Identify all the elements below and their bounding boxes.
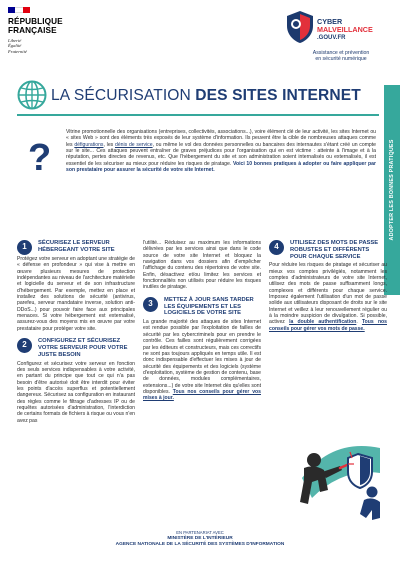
section-1-title: SÉCURISEZ LE SERVEUR HÉBERGEANT VOTRE SITE — [38, 240, 115, 253]
section-4-body: Pour réduire les risques de piratage et sécuriser au mieux vos comptes privilégiés, notamment les comptes d'administrateurs de votre site Internet, utilisez des mots de passe suffisamment longs, complexes et différents pour chaque service. Imposez également l'utilisation d'un mot de passe solide aux utilisateurs disposant de droits sur le site Internet et veillez à leur renouvellement régulier ou à la moindre suspicion de divulgation. Si possible, activez — [269, 262, 387, 326]
hacker-vs-shield-illustration — [292, 418, 384, 524]
cybermalveillance-name — [317, 18, 373, 42]
link-denis-de-service[interactable]: dénis de service — [115, 141, 153, 148]
section-2-header — [17, 338, 135, 358]
french-flag-icon — [8, 7, 30, 13]
column-2 — [143, 240, 261, 404]
section-3-header — [143, 297, 261, 317]
section-2-text-part1: Configurez et sécurisez votre serveur en fonction des seuls services indispensables à votre activité, en partant du principe que tout ce qui n'a pas besoin d'être autorisé doit être interdit pour éviter les points d'accès superflus et potentiellement dangereux. Sécurisez sa configuration en instaurant des règles comme le filtrage d'adresses IP ou de requêtes autorisées d'administration, l'interdiction de certains formats de fichiers à risque ou vous n'en avez pas — [17, 360, 135, 424]
cm-tagline-line1: Assistance et prévention — [312, 50, 370, 56]
section-3-body: La grande majorité des attaques de sites Internet est rendue possible par l'exploitation de failles de sécurité par les cybercriminels pour en prendre le contrôle. Ces failles sont régulièrement corrigées par les éditeurs et constructeurs, mais ces correctifs ne sont pas toujours appliqués en temps utile. Il est donc indispensable d'effectuer les mises à jour de sécurité des équipements et des logiciels (système d'exploitation, système de gestion de contenu, base de données, modules complémentaires, extensions...) de votre site Internet dès qu'elles sont disponibles. — [143, 319, 261, 395]
intro-text-1: Vitrine promotionnelle des organisations (entreprises, collectivités, associations...), voire élément clé de leur activité, les sites Internet ou « sites Web » sont des éléments très exposés de leur système d'information. Ils peuvent être la cible de nombreuses attaques comme les — [66, 129, 376, 148]
section-4-header — [269, 240, 387, 260]
rf-title — [8, 17, 78, 35]
cybermalveillance-tagline — [285, 50, 397, 62]
page-footer — [0, 530, 400, 548]
question-mark-icon: ? — [28, 137, 52, 179]
column-1 — [17, 240, 135, 426]
side-band-label: ADOPTER LES BONNES PRATIQUES — [389, 139, 395, 241]
title-divider — [17, 114, 379, 116]
cm-name-line1: CYBER — [317, 17, 343, 26]
section-4-title: UTILISEZ DES MOTS DE PASSE ROBUSTES ET DIFFÉRENTS POUR CHAQUE SERVICE — [290, 240, 379, 260]
rf-title-line1: RÉPUBLIQUE — [8, 17, 63, 26]
section-3-title: METTEZ À JOUR SANS TARDER LES ÉQUIPEMENTS ET LES LOGICIELS DE VOTRE SITE — [164, 296, 254, 317]
section-3-text — [143, 319, 261, 401]
republique-francaise-logo — [8, 7, 78, 54]
cybermalveillance-logo — [285, 8, 397, 66]
page-title-bold: DES SITES INTERNET — [195, 87, 361, 104]
section-2-number: 2 — [17, 338, 32, 353]
footer-ministere: MINISTÈRE DE L'INTÉRIEUR — [167, 536, 233, 541]
rf-motto-liberte: Liberté — [8, 38, 22, 43]
section-1-header — [17, 240, 135, 254]
section-2-title: CONFIGUREZ ET SÉCURISEZ VOTRE SERVEUR POUR VOTRE JUSTE BESOIN — [38, 338, 128, 358]
intro-text-3: , ou même le vol des données personnelles ou bancaires des internautes s'étant créé un compte sur le site... Ces attaques peuvent entraîner de graves préjudices pour l'organisation qui en est victime : atteinte à l'image et à la réputation, pertes directes de revenus, etc. Que l'hébergement du site et son administration soient internalisés ou externalisés, il est essentiel de les sécuriser au mieux pour réduire les risques de piratage. — [66, 141, 377, 167]
intro-bold-text: Voici 10 bonnes pratiques à adopter ou faire appliquer par son prestataire pour assurer la sécurité de votre site Internet. — [66, 160, 376, 174]
section-4-text — [269, 262, 387, 332]
page-header — [0, 0, 400, 68]
cm-tagline-line2: en sécurité numérique — [315, 56, 367, 62]
link-mots-de-passe[interactable]: Tous nos conseils pour gérer vos mots de passe. — [269, 319, 387, 332]
section-4-number: 4 — [269, 240, 284, 255]
cybermalveillance-shield-icon — [285, 10, 315, 44]
cm-name-line3: .GOUV.FR — [317, 35, 346, 41]
intro-text-2: , les — [103, 141, 115, 148]
section-1-number: 1 — [17, 240, 32, 255]
link-mises-a-jour[interactable]: Tous nos conseils pour gérer vos mises à jour. — [143, 388, 261, 402]
cm-name-line2: MALVEILLANCE — [317, 25, 373, 34]
globe-icon — [17, 80, 47, 110]
link-defigurations[interactable]: défigurations — [74, 141, 104, 148]
column-3 — [269, 240, 387, 334]
section-3-number: 3 — [143, 297, 158, 312]
footer-anssi: AGENCE NATIONALE DE LA SÉCURITÉ DES SYSTÈMES D'INFORMATION — [115, 542, 285, 547]
link-double-authentification[interactable]: la double authentification — [289, 319, 357, 326]
footer-partner-label: EN PARTENARIAT AVEC — [176, 530, 224, 535]
page-title — [51, 87, 361, 105]
section-4-separator: . — [356, 319, 362, 326]
rf-title-line2: FRANÇAISE — [8, 26, 57, 35]
section-2-text-part2: l'utilité... Réduisez au maximum les informations délivrées par les services ainsi que dans le code source de votre site Internet et bloquez la navigation dans vos dossiers afin d'empêcher l'affichage du contenu des répertoires de votre site. Enfin, désactivez et/ou limitez les services et fonctionnalités non utilisés pour réduire les risques inutiles de piratage. — [143, 240, 261, 291]
rf-motto — [8, 38, 78, 54]
section-1-text: Protégez votre serveur en adoptant une stratégie de « défense en profondeur » qui vise à mettre en œuvre plusieurs mesures de protection indépendantes au niveau de l'architecture matérielle et logicielle du serveur et de son infrastructure d'hébergement. Par exemple, mettez en place et installez des solutions de sécurité (antivirus, parefeu, serveur mandataire inverse, solution anti-DDoS...) pour pouvoir faire face aux principales menaces. Si votre hébergement est externalisé, assurez-vous des moyens mis en œuvre par votre prestataire pour protéger votre site. — [17, 256, 135, 332]
page-title-prefix: LA SÉCURISATION — [51, 87, 196, 104]
intro-paragraph — [66, 129, 376, 173]
rf-motto-fraternite: Fraternité — [8, 48, 27, 54]
rf-motto-egalite: Égalité — [8, 43, 22, 49]
